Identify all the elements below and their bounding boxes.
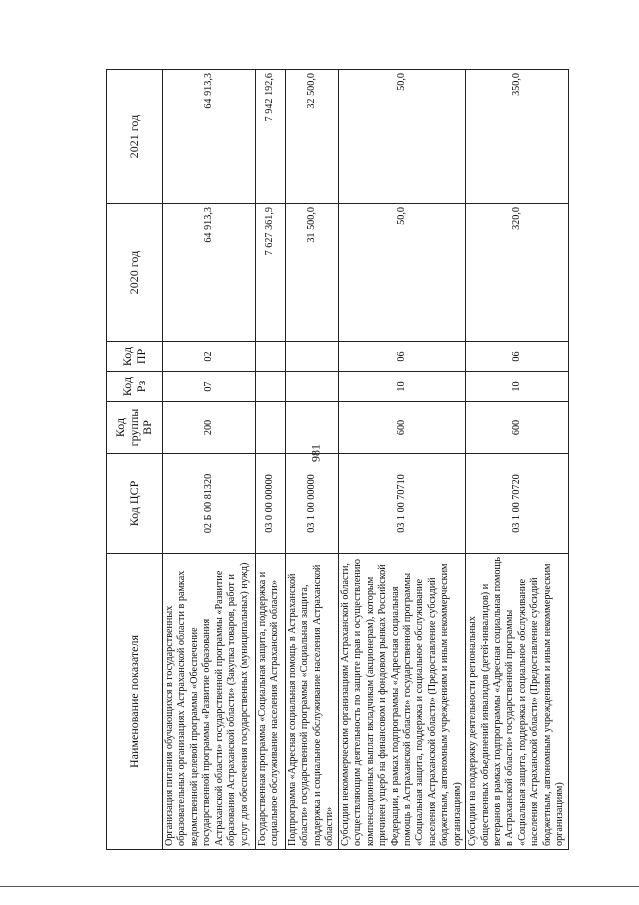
cell-csr: 03 1 00 70710 bbox=[338, 454, 465, 554]
cell-2020: 31 500,0 bbox=[286, 204, 339, 342]
table-row bbox=[466, 70, 569, 850]
table-header-row bbox=[107, 70, 163, 850]
cell-vr: 600 bbox=[338, 402, 465, 454]
cell-pr: 06 bbox=[338, 342, 465, 372]
cell-rz: 10 bbox=[466, 372, 569, 402]
cell-name: Подпрограмма «Адресная социальная помощь в Астраханской области» государственной программы «Социальная защита, поддержка и социальное обслуживание населения Астраханской области» bbox=[286, 554, 339, 850]
cell-csr: 03 1 00 00000 bbox=[286, 454, 339, 554]
cell-name: Государственная программа «Социальная защита, поддержка и социальное обслуживание населения Астраханской области» bbox=[256, 554, 286, 850]
cell-2020: 64 913,3 bbox=[163, 204, 256, 342]
cell-2021: 32 500,0 bbox=[286, 70, 339, 204]
header-csr: Код ЦСР bbox=[107, 454, 163, 554]
page-bottom-rule bbox=[0, 886, 639, 887]
cell-vr bbox=[286, 402, 339, 454]
cell-vr: 200 bbox=[163, 402, 256, 454]
cell-name: Организация питания обучающихся в государственных образовательных организациях Астраханской области в рамках ведомственной целевой программы «Обеспечение государственной программы «Развитие образования Астраханской области» государственной программы «Развитие образования Астраханской области» (Закупка товаров, работ и услуг для обеспечения государственных (муниципальных) нужд) bbox=[163, 554, 256, 850]
cell-2021: 64 913,3 bbox=[163, 70, 256, 204]
header-rz: Код Рз bbox=[107, 372, 163, 402]
cell-2020: 50,0 bbox=[338, 204, 465, 342]
cell-vr: 600 bbox=[466, 402, 569, 454]
cell-pr bbox=[286, 342, 339, 372]
cell-name: Субсидии на поддержку деятельности региональных общественных объединений инвалидов (детей-инвалидов) и ветеранов в рамках подпрограммы «Адресная социальная помощь в Астраханской области» государственной программы «Социальная защита, поддержка и социальное обслуживание населения Астраханской области» (Предоставление субсидий бюджетным, автономным учреждениям и иным некоммерческим организациям) bbox=[466, 554, 569, 850]
cell-pr bbox=[256, 342, 286, 372]
header-pr: Код ПР bbox=[107, 342, 163, 372]
cell-csr: 03 1 00 70720 bbox=[466, 454, 569, 554]
table-row bbox=[338, 70, 465, 850]
cell-vr bbox=[256, 402, 286, 454]
header-2021: 2021 год bbox=[107, 70, 163, 204]
table-row bbox=[256, 70, 286, 850]
cell-2020: 320,0 bbox=[466, 204, 569, 342]
header-2020: 2020 год bbox=[107, 204, 163, 342]
cell-rz: 10 bbox=[338, 372, 465, 402]
cell-pr: 02 bbox=[163, 342, 256, 372]
cell-pr: 06 bbox=[466, 342, 569, 372]
rotated-table-container bbox=[106, 70, 566, 850]
cell-2021: 350,0 bbox=[466, 70, 569, 204]
cell-rz bbox=[256, 372, 286, 402]
table-row bbox=[286, 70, 339, 850]
table-row bbox=[163, 70, 256, 850]
cell-2021: 50,0 bbox=[338, 70, 465, 204]
cell-name: Субсидии некоммерческим организациям Астраханской области, осуществляющим деятельность по защите прав и осуществлению компенсационных выплат вкладчикам (акционерам), которым причинен ущерб на финансовом и фондовом рынках Российской Федерации, в рамках подпрограммы «Адресная социальная помощь в Астраханской области» государственной программы «Социальная защита, поддержка и социальное обслуживание населения Астраханской области» (Предоставление субсидий бюджетным, автономным учреждениям и иным некоммерческим организациям) bbox=[338, 554, 465, 850]
cell-2020: 7 627 361,9 bbox=[256, 204, 286, 342]
header-name: Наименование показателя bbox=[107, 554, 163, 850]
cell-rz bbox=[286, 372, 339, 402]
page-number-text: 981 bbox=[308, 444, 323, 462]
cell-csr: 03 0 00 00000 bbox=[256, 454, 286, 554]
cell-csr: 02 Б 00 81320 bbox=[163, 454, 256, 554]
cell-rz: 07 bbox=[163, 372, 256, 402]
budget-table bbox=[106, 69, 569, 850]
header-vr: Код группы ВР bbox=[107, 402, 163, 454]
cell-2021: 7 942 192,6 bbox=[256, 70, 286, 204]
